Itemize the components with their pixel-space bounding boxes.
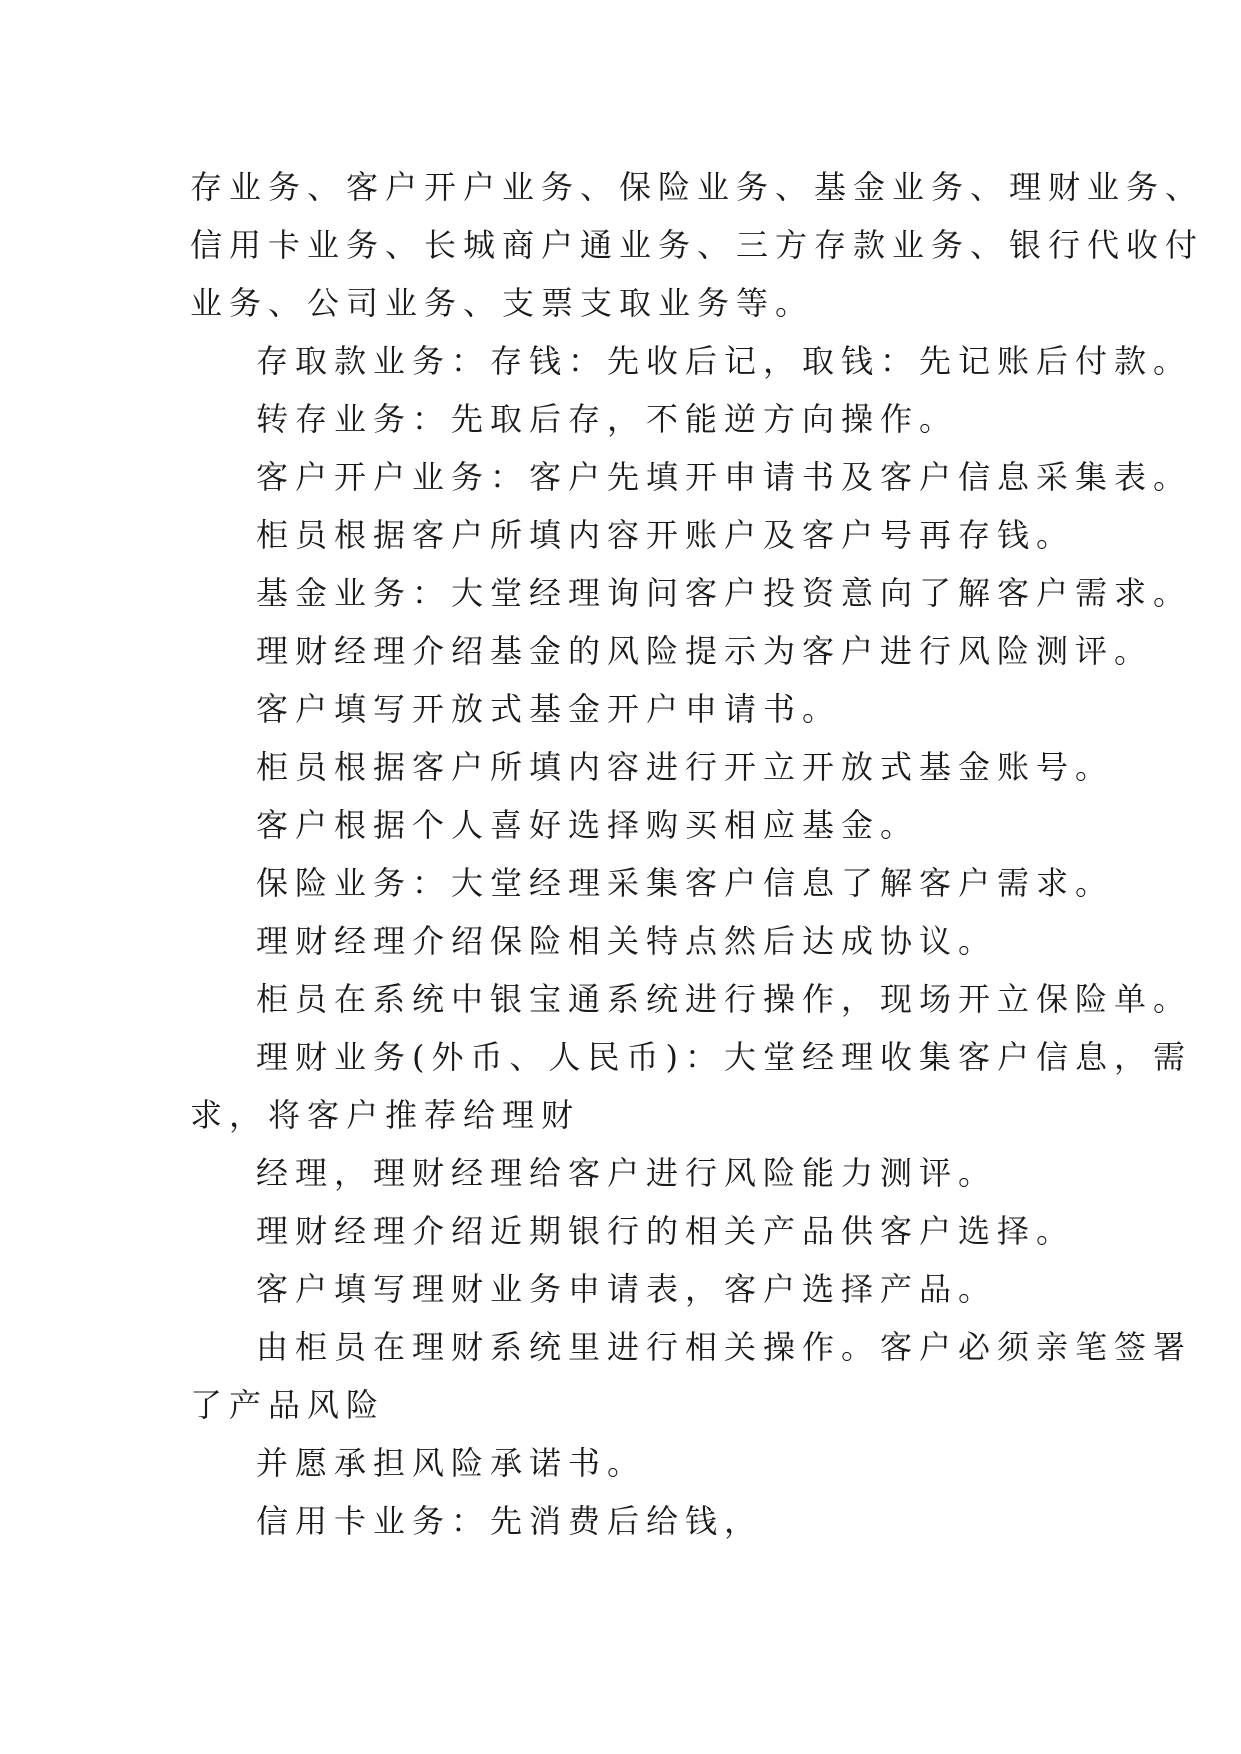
- text-line-3: 业务、公司业务、支票支取业务等。: [190, 284, 815, 322]
- text-line-8: 基金业务：大堂经理询问客户投资意向了解客户需求。: [256, 574, 1193, 612]
- text-line-4: 存取款业务：存钱：先收后记，取钱：先记账后付款。: [256, 342, 1193, 380]
- text-line-19: 理财经理介绍近期银行的相关产品供客户选择。: [256, 1212, 1076, 1250]
- text-line-5: 转存业务：先取后存，不能逆方向操作。: [256, 400, 959, 438]
- text-line-16: 理财业务(外币、人民币)：大堂经理收集客户信息，需: [256, 1038, 1192, 1076]
- text-line-21: 由柜员在理财系统里进行相关操作。客户必须亲笔签署: [256, 1328, 1193, 1366]
- text-line-11: 柜员根据客户所填内容进行开立开放式基金账号。: [256, 748, 1115, 786]
- text-line-23: 并愿承担风险承诺书。: [256, 1444, 647, 1482]
- text-line-15: 柜员在系统中银宝通系统进行操作，现场开立保险单。: [256, 980, 1193, 1018]
- text-line-2: 信用卡业务、长城商户通业务、三方存款业务、银行代收付: [190, 226, 1205, 264]
- text-line-14: 理财经理介绍保险相关特点然后达成协议。: [256, 922, 998, 960]
- document-body: [190, 158, 1205, 1550]
- text-line-6: 客户开户业务：客户先填开申请书及客户信息采集表。: [256, 458, 1193, 496]
- text-line-17: 求，将客户推荐给理财: [190, 1096, 581, 1134]
- text-line-1: 存业务、客户开户业务、保险业务、基金业务、理财业务、: [190, 168, 1205, 206]
- text-line-9: 理财经理介绍基金的风险提示为客户进行风险测评。: [256, 632, 1154, 670]
- text-line-18: 经理，理财经理给客户进行风险能力测评。: [256, 1154, 998, 1192]
- text-line-10: 客户填写开放式基金开户申请书。: [256, 690, 842, 728]
- text-line-13: 保险业务：大堂经理采集客户信息了解客户需求。: [256, 864, 1115, 902]
- text-line-7: 柜员根据客户所填内容开账户及客户号再存钱。: [256, 516, 1076, 554]
- text-line-12: 客户根据个人喜好选择购买相应基金。: [256, 806, 920, 844]
- text-line-22: 了产品风险: [190, 1386, 386, 1424]
- text-line-20: 客户填写理财业务申请表，客户选择产品。: [256, 1270, 998, 1308]
- text-line-24: 信用卡业务：先消费后给钱，: [256, 1502, 764, 1540]
